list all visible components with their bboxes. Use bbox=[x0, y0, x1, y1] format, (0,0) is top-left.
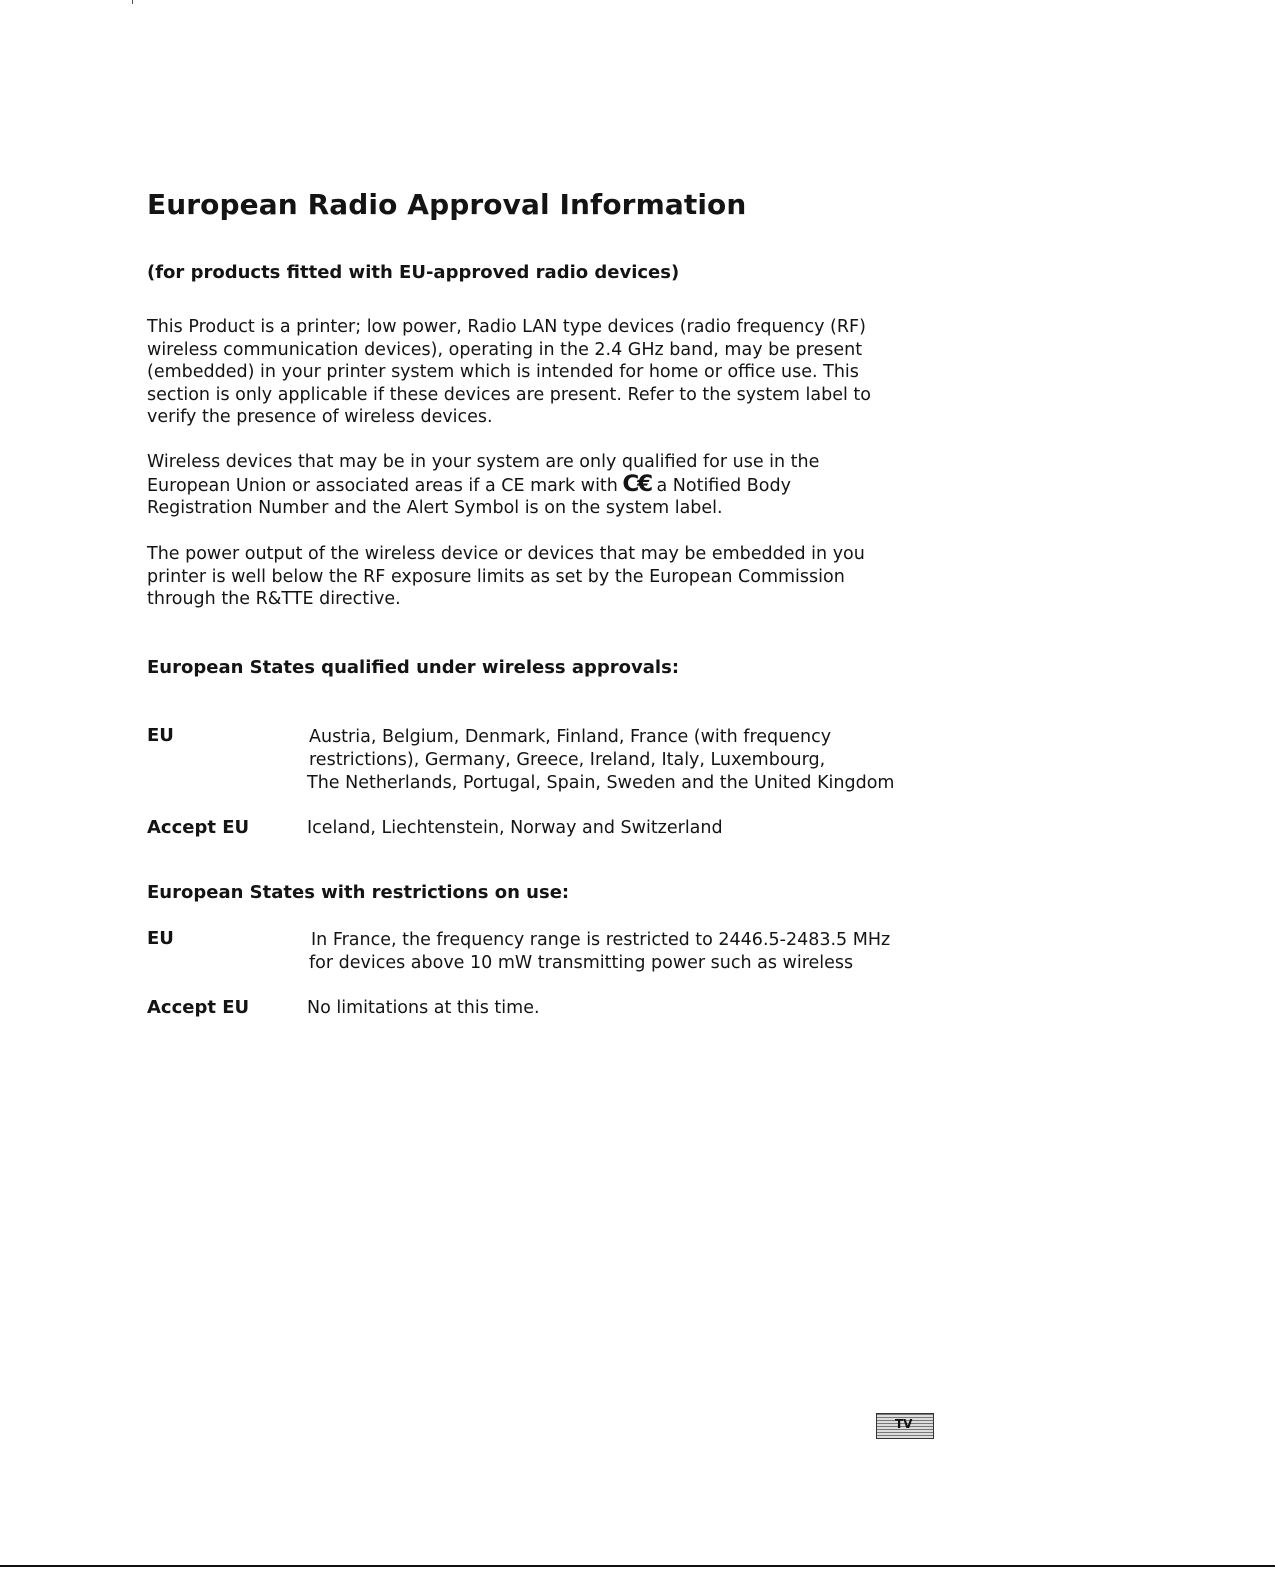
bottom-rule bbox=[0, 1565, 1275, 1567]
restrictions-accept-eu-text: No limitations at this time. bbox=[307, 998, 540, 1018]
qualified-accept-eu-label: Accept EU bbox=[147, 817, 250, 838]
paragraph-line: This Product is a printer; low power, Radio LAN type devices (radio frequency (RF) bbox=[147, 317, 866, 337]
paragraph-text: European Union or associated areas if a CE mark with bbox=[147, 475, 618, 496]
restriction-line: In France, the frequency range is restricted to 2446.5-2483.5 MHz bbox=[311, 930, 891, 950]
ce-mark-icon: C€ bbox=[622, 471, 652, 497]
restrictions-eu-label: EU bbox=[147, 928, 174, 949]
country-line: Austria, Belgium, Denmark, Finland, France (with frequency bbox=[309, 727, 832, 747]
country-line: restrictions), Germany, Greece, Ireland, Italy, Luxembourg, bbox=[309, 750, 826, 770]
restrictions-accept-eu-label: Accept EU bbox=[147, 997, 250, 1018]
scan-corner-mark bbox=[132, 0, 133, 4]
paragraph-line bbox=[147, 471, 819, 498]
paragraph-line: Registration Number and the Alert Symbol is on the system label. bbox=[147, 498, 723, 518]
restrictions-eu-text bbox=[309, 929, 890, 975]
paragraph-rf-exposure bbox=[147, 543, 865, 611]
paragraph-line: section is only applicable if these devices are present. Refer to the system label to bbox=[147, 384, 871, 405]
qualified-eu-label: EU bbox=[147, 725, 174, 746]
stamp-text: TV bbox=[895, 1417, 913, 1431]
page-subtitle: (for products fitted with EU-approved radio devices) bbox=[147, 262, 680, 283]
paragraph-line: wireless communication devices), operating in the 2.4 GHz band, may be present bbox=[147, 339, 863, 360]
country-line: The Netherlands, Portugal, Spain, Sweden and the United Kingdom bbox=[307, 773, 895, 793]
paragraph-line: (embedded) in your printer system which is intended for home or office use. This bbox=[147, 362, 859, 382]
paragraph-qualification bbox=[147, 451, 819, 520]
paragraph-text: a Notified Body bbox=[656, 475, 791, 496]
qualified-accept-eu-countries: Iceland, Liechtenstein, Norway and Switzerland bbox=[307, 818, 723, 838]
restriction-line: for devices above 10 mW transmitting power such as wireless bbox=[309, 953, 854, 973]
paragraph-line: verify the presence of wireless devices. bbox=[147, 407, 493, 427]
paragraph-product-description bbox=[147, 316, 871, 429]
paragraph-line: through the R&TTE directive. bbox=[147, 589, 401, 609]
paragraph-line: Wireless devices that may be in your system are only qualified for use in the bbox=[147, 452, 820, 472]
restrictions-heading: European States with restrictions on use: bbox=[147, 882, 570, 903]
qualified-states-heading: European States qualified under wireless approvals: bbox=[147, 657, 680, 678]
paragraph-line: The power output of the wireless device or devices that may be embedded in you bbox=[147, 544, 865, 564]
page-title: European Radio Approval Information bbox=[147, 188, 747, 221]
qualified-eu-countries bbox=[309, 726, 894, 795]
paragraph-line: printer is well below the RF exposure limits as set by the European Commission bbox=[147, 566, 845, 587]
scan-stamp-icon bbox=[876, 1413, 934, 1439]
